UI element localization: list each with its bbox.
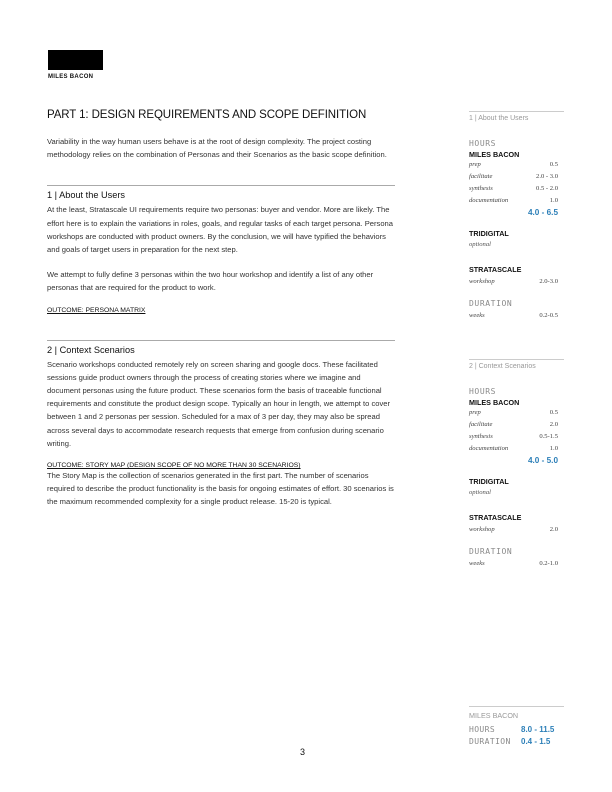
story-map-paragraph: The Story Map is the collection of scenarios generated in the first part. The number of scenarios required to describe the product functionality is the basis for ongoing estimates of effort. 30 scenarios is the maximum recommended complexity for a single product release. 15-20 is typical. xyxy=(47,471,394,507)
hours-row xyxy=(469,419,564,431)
row-label: weeks xyxy=(469,312,485,319)
duration-label: DURATION xyxy=(469,547,513,556)
row-label: documentation xyxy=(469,445,509,452)
row-value: 2.0 xyxy=(549,421,558,428)
hours-row xyxy=(469,407,564,419)
sidebar-section-heading: 2 | Context Scenarios xyxy=(469,359,564,370)
logo-mark xyxy=(48,50,103,70)
hours-row xyxy=(469,276,564,288)
page-title: PART 1: DESIGN REQUIREMENTS AND SCOPE DEFINITION xyxy=(47,109,367,121)
section-divider xyxy=(47,340,395,341)
org-label: TRIDIGITAL xyxy=(469,477,509,486)
outcome-persona-matrix: OUTCOME: PERSONA MATRIX xyxy=(47,306,146,314)
row-label: facilitate xyxy=(469,421,493,428)
hours-row xyxy=(469,159,564,171)
org-label: MILES BACON xyxy=(469,150,520,159)
intro-paragraph: Variability in the way human users behave is at the root of design complexity. The project costing methodology relies on the combination of Personas and their Scenarios as the basic scope definition. xyxy=(47,137,387,160)
users-paragraph-2: We attempt to fully define 3 personas within the two hour workshop and identify a list of any other personas that are required for the product to work. xyxy=(47,270,374,293)
section-divider xyxy=(47,185,395,186)
total-duration-label: DURATION xyxy=(469,737,511,746)
page-number: 3 xyxy=(300,747,306,757)
org-label: MILES BACON xyxy=(469,398,520,407)
hours-row xyxy=(469,431,564,443)
row-value: 2.0 xyxy=(549,526,558,533)
hours-total: 4.0 - 6.5 xyxy=(527,208,558,217)
row-value: 0.5 xyxy=(549,161,558,168)
row-label: synthesis xyxy=(469,433,493,440)
duration-label: DURATION xyxy=(469,299,513,308)
row-label: documentation xyxy=(469,197,509,204)
hours-row xyxy=(469,171,564,183)
hours-row xyxy=(469,195,564,207)
sidebar-section-heading: 1 | About the Users xyxy=(469,111,564,122)
main-content xyxy=(47,109,395,509)
hours-row xyxy=(469,524,564,536)
row-label: workshop xyxy=(469,278,495,285)
hours-label: HOURS xyxy=(469,139,497,148)
row-label: weeks xyxy=(469,560,485,567)
duration-row xyxy=(469,310,564,322)
total-hours-row xyxy=(469,724,564,736)
row-value: 1.0 xyxy=(549,445,558,452)
scenarios-paragraph: Scenario workshops conducted remotely rely on screen sharing and google docs. These facilitated sessions guide product owners through the process of creating stories where we imagine and document personas using the future product. These scenarios form the basis of traceable functional requirements and constitute the product design scope. Typically an hour in length, we attempt to cover between 1 and 2 personas per session. Scheduled for a max of 3 per day, they may also be spread across several days to accommodate research requests that emerge from confusion during scenario writing. xyxy=(47,359,391,448)
sidebar-estimate-users xyxy=(469,111,564,322)
hours-row xyxy=(469,443,564,455)
org-label: MILES BACON xyxy=(469,711,519,720)
outcome-story-map: OUTCOME: STORY MAP (DESIGN SCOPE OF NO MORE THAN 30 SCENARIOS) xyxy=(47,462,301,470)
row-value: 0.5 xyxy=(549,409,558,416)
total-duration-value: 0.4 - 1.5 xyxy=(521,737,551,746)
row-value: 0.2-0.5 xyxy=(539,312,558,319)
org-label: TRIDIGITAL xyxy=(469,229,509,238)
hours-total: 4.0 - 5.0 xyxy=(527,456,558,465)
optional-note: optional xyxy=(469,241,491,248)
sidebar-estimate-scenarios xyxy=(469,359,564,570)
row-value: 2.0 - 3.0 xyxy=(536,173,558,180)
row-value: 0.5 - 2.0 xyxy=(536,185,558,192)
row-value: 0.2-1.0 xyxy=(539,560,558,567)
row-value: 1.0 xyxy=(549,197,558,204)
row-value: 0.5-1.5 xyxy=(539,433,558,440)
row-label: prep xyxy=(469,409,481,416)
total-duration-row xyxy=(469,736,564,748)
row-value: 2.0-3.0 xyxy=(539,278,558,285)
sidebar-totals xyxy=(469,706,564,748)
users-paragraph: At the least, Stratascale UI requirements require two personas: buyer and vendor. More are likely. The effort here is to explain the variations in roles, goals, and regular tasks of each target persona. Persona workshops are conducted with product owners. By the conclusion, we will have typified the behaviors and goals of target users in preparation for the next step. xyxy=(47,205,393,255)
row-label: synthesis xyxy=(469,185,493,192)
org-label: STRATASCALE xyxy=(469,265,522,274)
row-label: prep xyxy=(469,161,481,168)
total-hours-value: 8.0 - 11.5 xyxy=(521,725,555,734)
total-hours-label: HOURS xyxy=(469,725,496,734)
logo-text: MILES BACON xyxy=(48,74,94,80)
row-label: facilitate xyxy=(469,173,493,180)
section-heading-scenarios: 2 | Context Scenarios xyxy=(47,344,135,355)
org-label: STRATASCALE xyxy=(469,513,522,522)
section-heading-users: 1 | About the Users xyxy=(47,190,125,201)
optional-note: optional xyxy=(469,489,491,496)
row-label: workshop xyxy=(469,526,495,533)
hours-row xyxy=(469,183,564,195)
hours-label: HOURS xyxy=(469,387,497,396)
duration-row xyxy=(469,558,564,570)
